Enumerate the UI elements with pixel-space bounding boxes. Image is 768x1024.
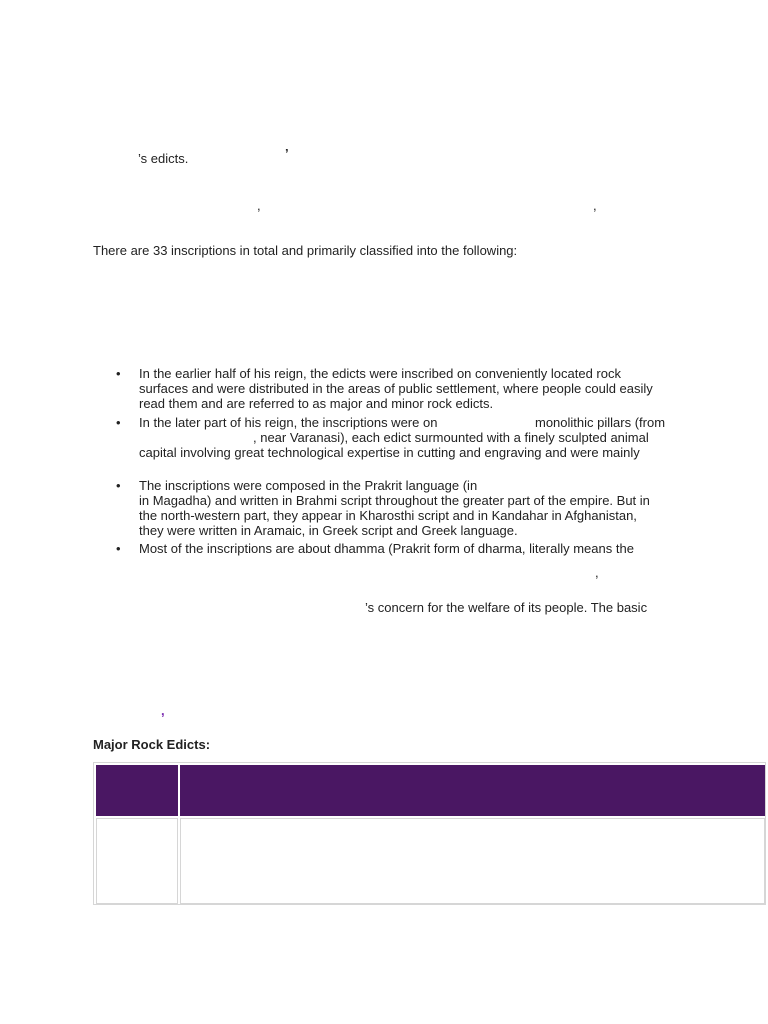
bullet-line: surfaces and were distributed in the areas of public settlement, where people could easily <box>139 381 653 396</box>
intro-paragraph: There are 33 inscriptions in total and primarily classified into the following: <box>93 243 518 258</box>
comma-fragment: , <box>595 565 599 580</box>
table-header-cell <box>180 765 765 816</box>
bullet-line: Most of the inscriptions are about dhamma (Prakrit form of dharma, literally means the <box>139 541 634 556</box>
purple-comma: , <box>161 703 165 718</box>
list-item <box>116 478 699 538</box>
bullet-line: , near Varanasi), each edict surmounted with a finely sculpted animal <box>253 430 649 445</box>
list-item <box>116 366 699 411</box>
bullet-line: The inscriptions were composed in the Prakrit language (in <box>139 478 478 493</box>
section-heading: Major Rock Edicts: <box>93 737 211 752</box>
concern-fragment: ’s concern for the welfare of its people. The basic <box>365 600 648 615</box>
major-rock-edicts-table <box>93 762 766 905</box>
bullet-line: the north-western part, they appear in Kharosthi script and in Kandahar in Afghanistan, <box>139 508 637 523</box>
bullet-line: capital involving great technological expertise in cutting and engraving and were mainly <box>139 445 640 460</box>
bullet-line: they were written in Aramaic, in Greek script and Greek language. <box>139 523 518 538</box>
list-item <box>116 541 699 556</box>
comma-fragment: , <box>257 198 261 213</box>
bullet-icon: • <box>116 415 121 430</box>
table-cell <box>180 818 765 904</box>
quote-mark: ’ <box>285 146 289 161</box>
table-cell <box>96 818 178 904</box>
bullet-line: in Magadha) and written in Brahmi script throughout the greater part of the empire. But in <box>139 493 650 508</box>
bullet-line: read them and are referred to as major and minor rock edicts. <box>139 396 494 411</box>
bullet-icon: • <box>116 541 121 556</box>
list-item <box>116 415 699 460</box>
bullet-icon: • <box>116 478 121 493</box>
comma-fragment: , <box>593 198 597 213</box>
edicts-fragment: ’s edicts. <box>138 151 189 166</box>
bullet-line: monolithic pillars (from <box>535 415 666 430</box>
bullet-icon: • <box>116 366 121 381</box>
bullet-line: In the later part of his reign, the inscriptions were on <box>139 415 438 430</box>
table-header-cell <box>96 765 178 816</box>
bullet-line: In the earlier half of his reign, the edicts were inscribed on conveniently located rock <box>139 366 621 381</box>
